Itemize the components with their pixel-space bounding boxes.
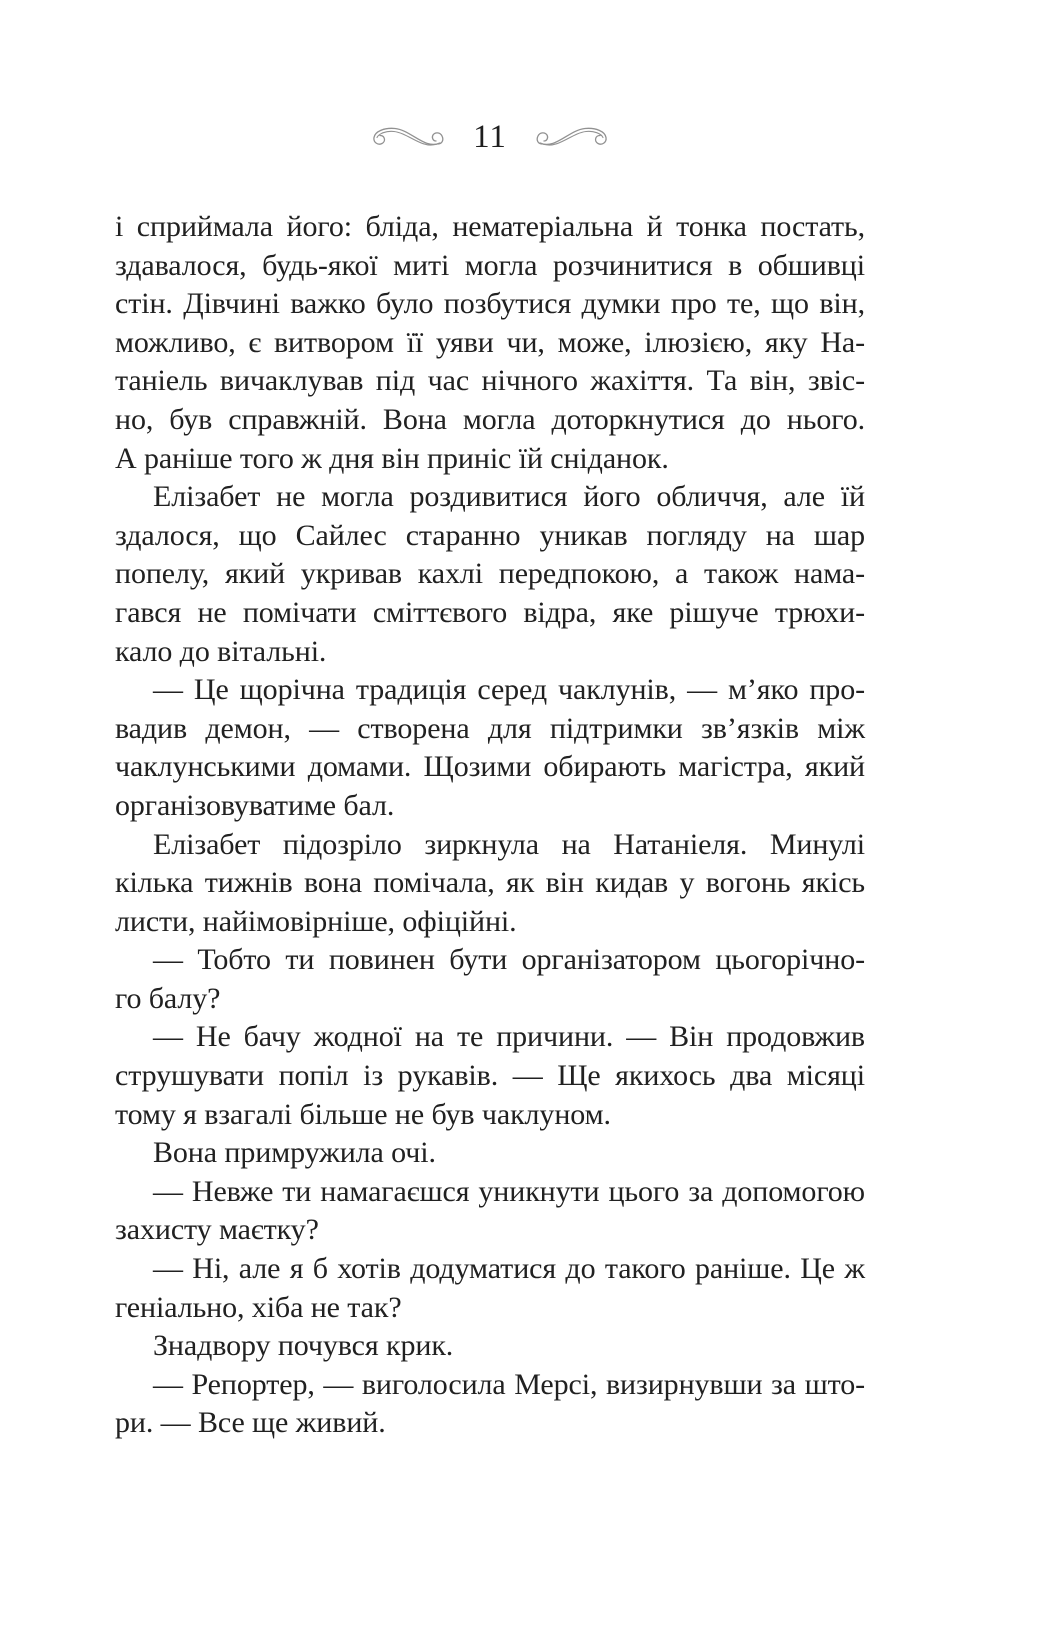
paragraph xyxy=(115,1366,865,1443)
text-line: струшувати попіл із рукавів. — Ще якихось два місяці xyxy=(115,1059,865,1093)
flourish-right-icon xyxy=(535,122,611,154)
text-line: Елізабет не могла роздивитися його обличчя, але їй xyxy=(153,480,865,514)
text-line: здалося, що Сайлес старанно уникав погляду на шар xyxy=(115,518,865,552)
text-line: го балу? xyxy=(115,981,221,1015)
text-line: здавалося, будь-якої миті могла розчинитися в обшивці xyxy=(115,248,865,282)
text-line: тому я взагалі більше не був чаклуном. xyxy=(115,1097,611,1131)
paragraph xyxy=(115,478,865,671)
page-header xyxy=(115,114,865,162)
text-line: гався не помічати сміттєвого відра, яке рішуче трюхи- xyxy=(115,595,865,629)
paragraph xyxy=(115,671,865,825)
text-line: — Не бачу жодної на те причини. — Він продовжив xyxy=(153,1020,865,1054)
text-line: — Тобто ти повинен бути організатором цьогорічно- xyxy=(153,943,865,977)
text-line: — Репортер, — виголосила Мерсі, визирнувши за што- xyxy=(153,1367,865,1401)
text-line: — Ні, але я б хотів додуматися до такого раніше. Це ж xyxy=(153,1252,865,1286)
text-line: можливо, є витвором її уяви чи, може, ілюзією, яку На- xyxy=(115,325,865,359)
text-line: Знадвору почувся крик. xyxy=(153,1329,454,1363)
text-line: Елізабет підозріло зиркнула на Натаніеля. Минулі xyxy=(153,827,865,861)
paragraph xyxy=(115,1250,865,1327)
paragraph xyxy=(115,1134,865,1173)
page-number: 11 xyxy=(473,118,507,155)
text-line: чаклунськими домами. Щозими обирають магістра, який xyxy=(115,750,865,784)
text-line: — Невже ти намагаєшся уникнути цього за допомогою xyxy=(153,1174,865,1208)
text-line: вадив демон, — створена для підтримки зв’язків між xyxy=(115,711,865,745)
paragraph xyxy=(115,1018,865,1134)
text-line: стін. Дівчині важко було позбутися думки про те, що він, xyxy=(115,287,865,321)
text-line: захисту маєтку? xyxy=(115,1213,319,1247)
text-line: кілька тижнів вона помічала, як він кидав у вогонь якісь xyxy=(115,866,865,900)
text-line: кало до вітальні. xyxy=(115,634,327,668)
text-line: — Це щорічна традиція серед чаклунів, — м’яко про- xyxy=(153,673,865,707)
flourish-left-icon xyxy=(369,122,445,154)
text-line: геніально, хіба не так? xyxy=(115,1290,402,1324)
page-text xyxy=(115,208,865,1443)
text-line: і сприймала його: бліда, нематеріальна й тонка постать, xyxy=(115,210,865,243)
text-line: таніель вичаклував під час нічного жахіття. Та він, звіс- xyxy=(115,364,865,398)
text-line: ри. — Все ще живий. xyxy=(115,1406,386,1440)
text-line: організовуватиме бал. xyxy=(115,788,395,822)
text-line: Вона примружила очі. xyxy=(153,1136,436,1170)
text-line: но, був справжній. Вона могла доторкнутися до нього. xyxy=(115,402,865,436)
paragraph xyxy=(115,208,865,478)
text-line: А раніше того ж дня він приніс їй сніданок. xyxy=(115,441,669,475)
paragraph xyxy=(115,941,865,1018)
text-line: попелу, який укривав кахлі передпокою, а також нама- xyxy=(115,557,865,591)
paragraph xyxy=(115,1327,865,1366)
text-line: листи, найімовірніше, офіційні. xyxy=(115,904,517,938)
paragraph xyxy=(115,1173,865,1250)
paragraph xyxy=(115,826,865,942)
